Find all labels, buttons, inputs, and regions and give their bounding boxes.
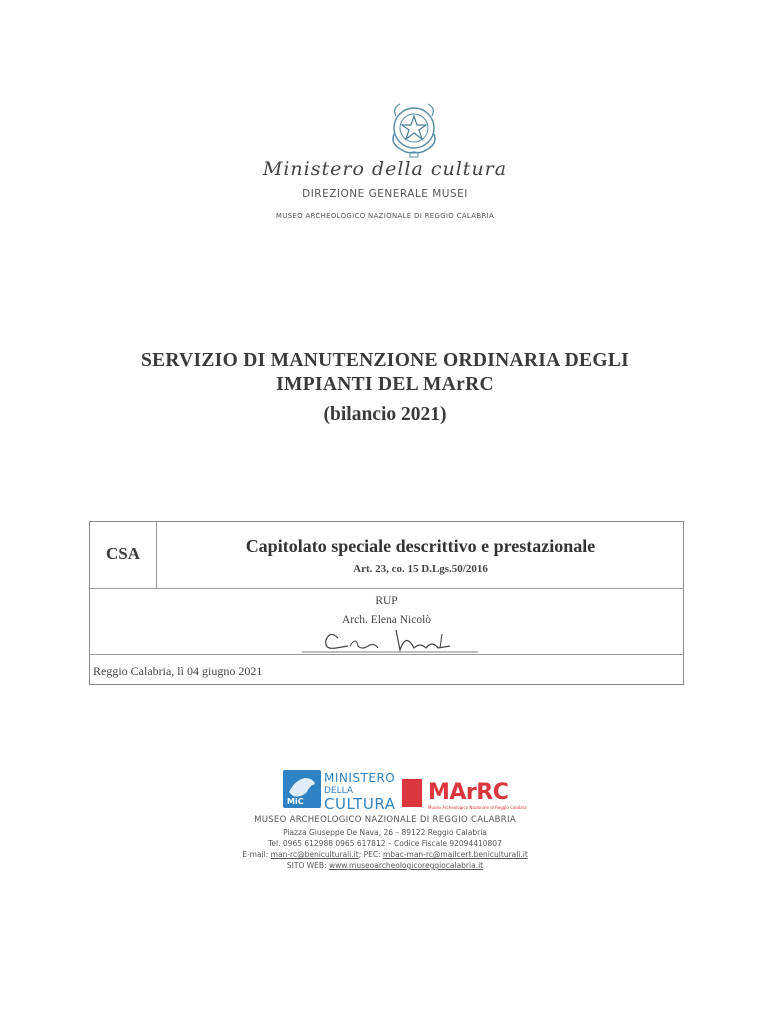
legal-reference: Art. 23, co. 15 D.Lgs.50/2016 [353, 563, 488, 575]
mic-logo-abbrev: MiC [287, 797, 304, 806]
document-title-line-2: IMPIANTI DEL MArRC [276, 374, 494, 395]
footer-address: Piazza Giuseppe De Nava, 26 – 89122 Reggio Calabria [283, 828, 487, 837]
place-and-date: Reggio Calabria, lì 04 giugno 2021 [93, 664, 263, 678]
info-box-divider [89, 654, 684, 655]
ministry-name-script: Ministero della cultura [262, 158, 508, 180]
footer-web-line [0, 861, 770, 870]
web-prefix: SITO WEB: [286, 861, 329, 870]
direzione-heading: DIREZIONE GENERALE MUSEI [302, 188, 468, 200]
italian-republic-emblem-icon [384, 98, 444, 160]
mic-logo-line-2: DELLA [324, 786, 354, 796]
email-prefix: E-mail: [242, 850, 271, 859]
museo-heading: MUSEO ARCHEOLOGICO NAZIONALE DI REGGIO CALABRIA [275, 212, 495, 220]
marc-logo-mark [402, 779, 422, 807]
document-title-line-1: SERVIZIO DI MANUTENZIONE ORDINARIA DEGLI [140, 350, 630, 371]
footer-phone: Tel. 0965 612988 0965 617812 – Codice Fiscale 92094410807 [268, 839, 502, 848]
marc-logo-text: MArRC [428, 780, 509, 805]
pec-prefix: ; PEC: [358, 850, 384, 859]
csa-label: CSA [105, 544, 140, 563]
footer-email-line [0, 850, 770, 859]
mic-logo-line-3: CULTURA [324, 795, 396, 813]
footer-museo-name: MUSEO ARCHEOLOGICO NAZIONALE DI REGGIO CALABRIA [254, 815, 516, 825]
rup-label: RUP [375, 595, 398, 607]
website-link[interactable]: www.museoarcheologicoreggiocalabria.it [328, 861, 484, 870]
pec-link[interactable]: mbac-man-rc@mailcert.beniculturali.it [383, 850, 528, 859]
document-title-year: (bilancio 2021) [323, 404, 447, 425]
rup-name: Arch. Elena Nicolò [341, 614, 432, 626]
email-link[interactable]: man-rc@beniculturali.it [270, 850, 359, 859]
capitolato-heading: Capitolato speciale descrittivo e prestazionale [245, 536, 596, 556]
marc-logo-subtitle: Museo Archeologico Nazionale di Reggio Calabria [428, 805, 527, 810]
mic-logo-line-1: MINISTERO [324, 771, 396, 785]
